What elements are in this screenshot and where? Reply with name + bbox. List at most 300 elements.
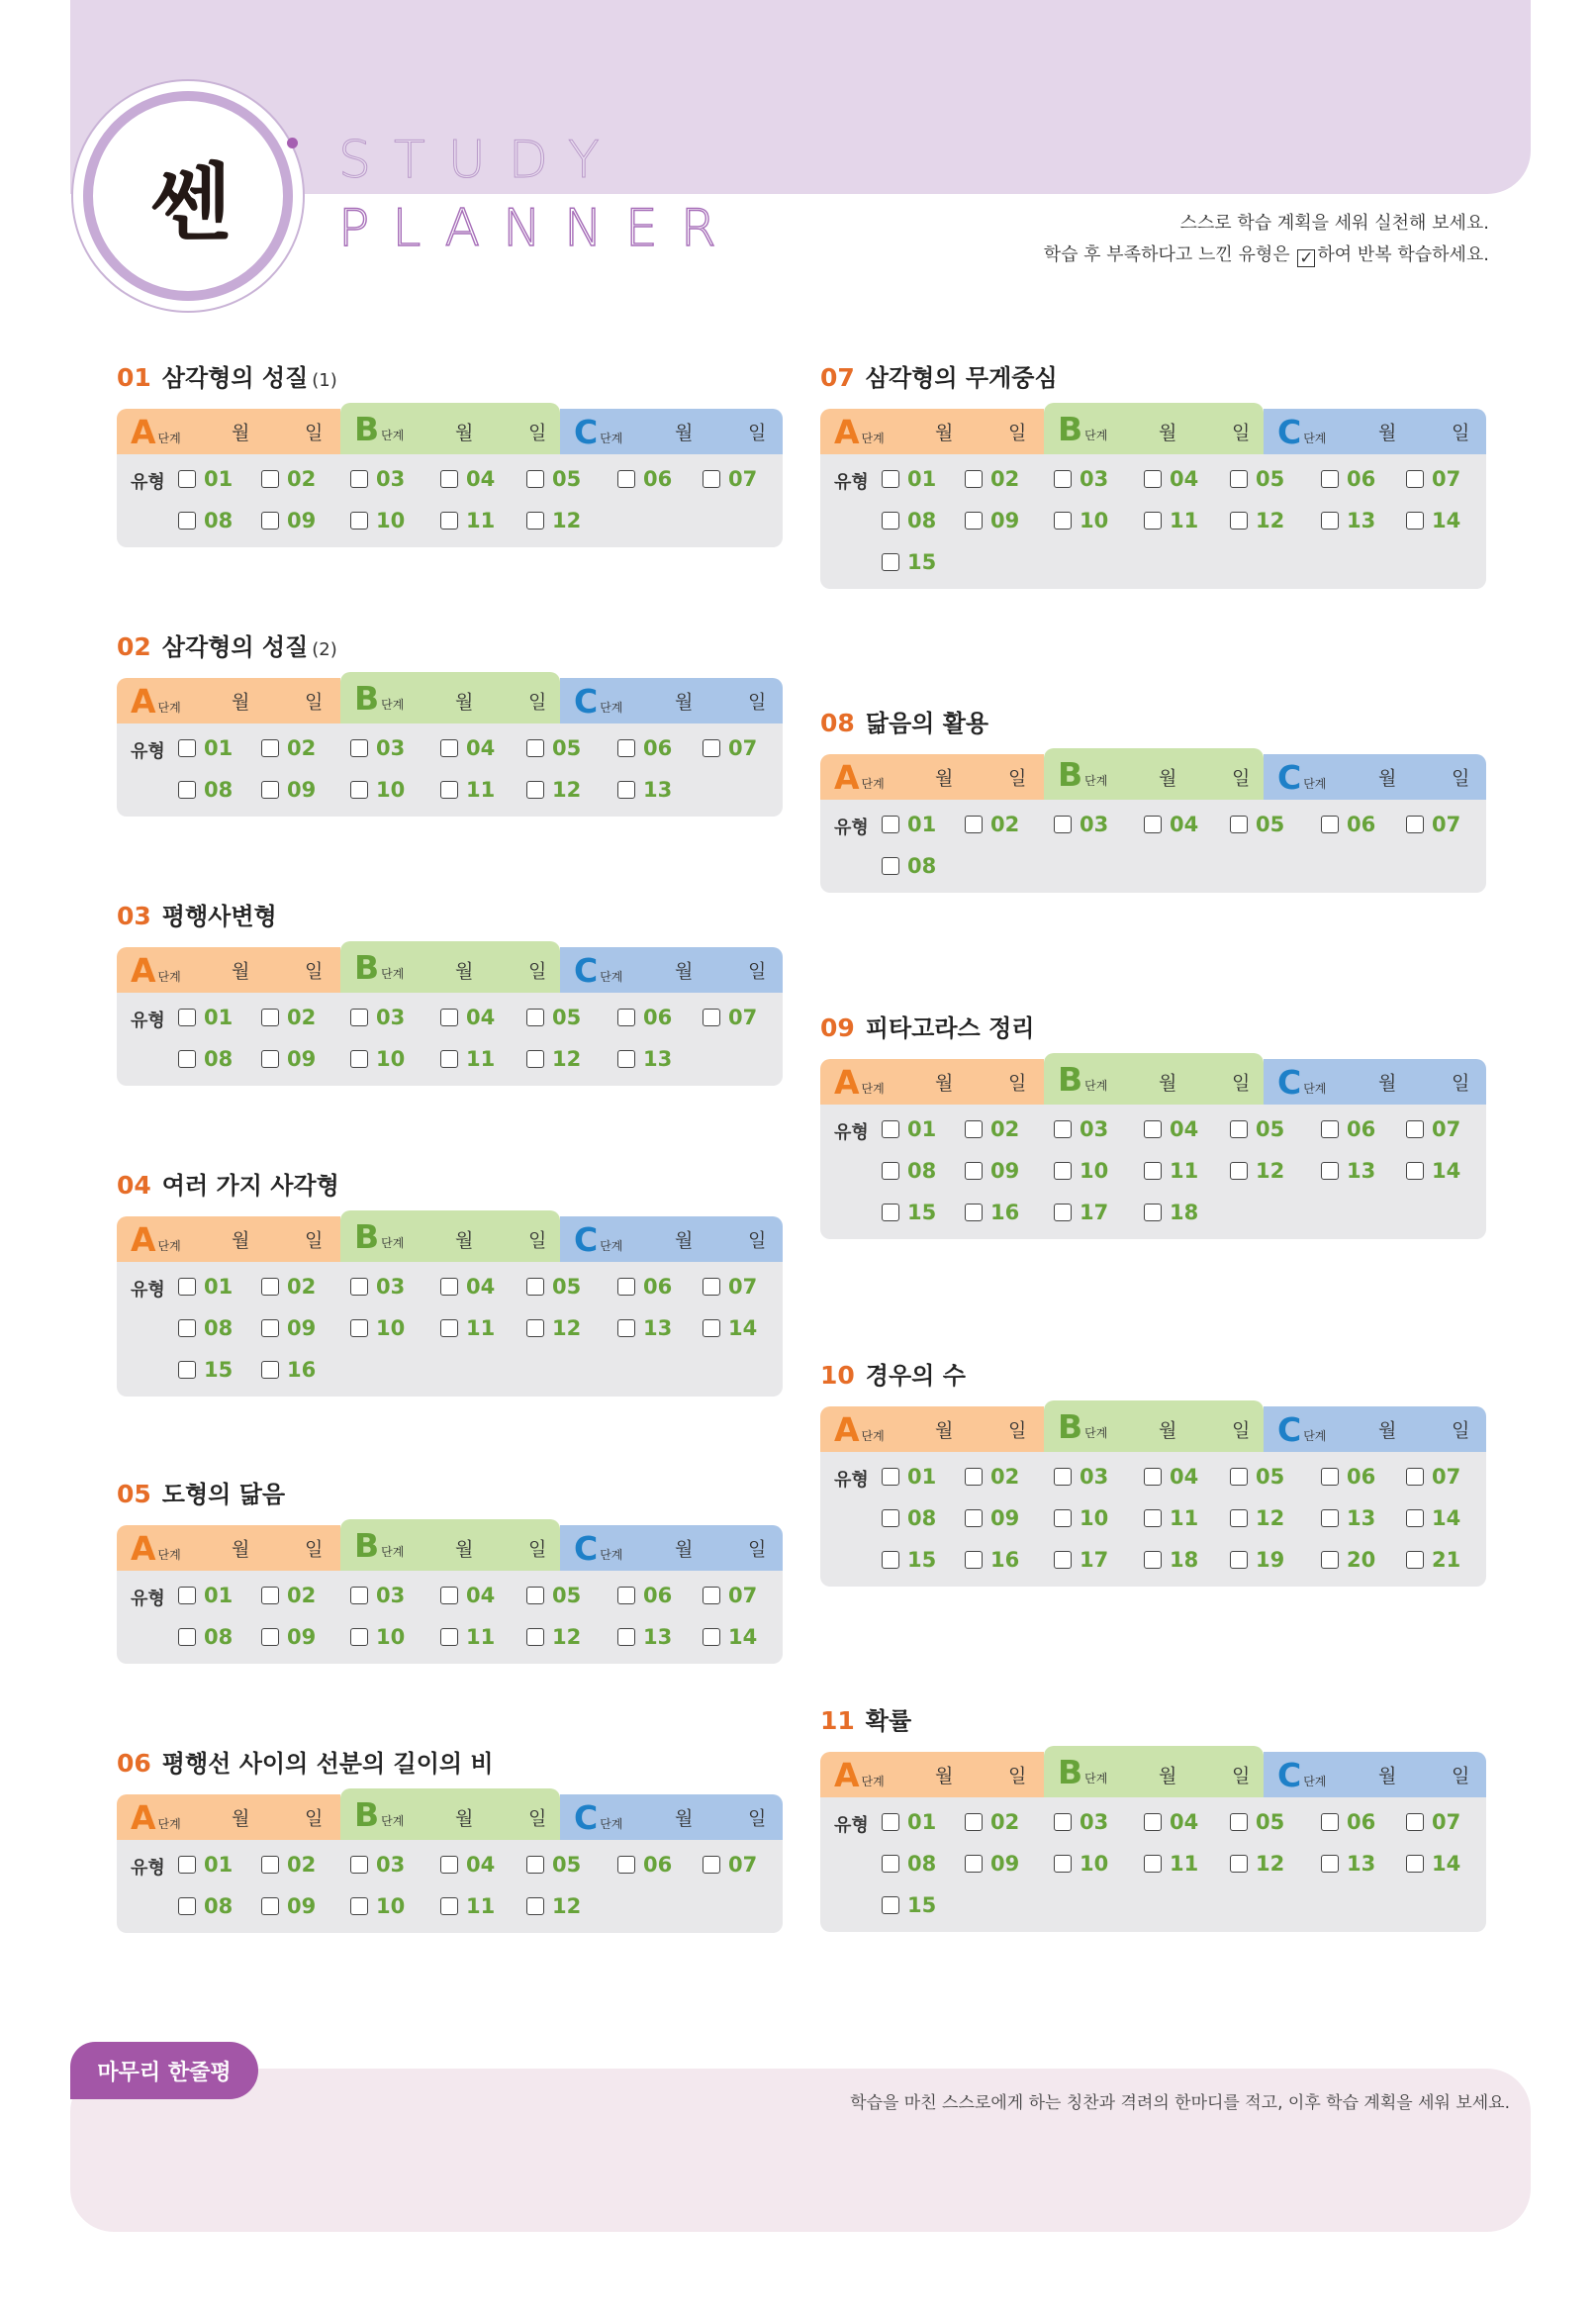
type-item[interactable] <box>178 1620 261 1654</box>
type-checkbox[interactable] <box>261 1278 279 1296</box>
type-checkbox[interactable] <box>178 1009 196 1026</box>
type-checkbox[interactable] <box>1230 1813 1248 1831</box>
type-checkbox[interactable] <box>965 512 983 530</box>
type-item[interactable] <box>1144 1543 1230 1577</box>
type-checkbox[interactable] <box>965 1855 983 1873</box>
type-item[interactable] <box>1406 1154 1485 1188</box>
type-item[interactable] <box>1230 1543 1321 1577</box>
type-checkbox[interactable] <box>526 1628 544 1646</box>
type-checkbox[interactable] <box>882 1551 899 1569</box>
type-checkbox[interactable] <box>1406 1468 1424 1486</box>
type-item[interactable] <box>882 1805 965 1839</box>
type-item[interactable] <box>1144 1501 1230 1535</box>
day-field[interactable]: 일 <box>528 1538 547 1561</box>
type-checkbox[interactable] <box>440 1050 458 1068</box>
type-item[interactable] <box>617 1311 703 1345</box>
type-checkbox[interactable] <box>350 512 368 530</box>
type-item[interactable] <box>350 1270 440 1303</box>
type-checkbox[interactable] <box>178 1361 196 1379</box>
day-field[interactable]: 일 <box>528 691 547 714</box>
type-checkbox[interactable] <box>178 781 196 799</box>
type-item[interactable] <box>882 1196 965 1229</box>
type-checkbox[interactable] <box>1321 816 1339 833</box>
type-item[interactable] <box>350 1311 440 1345</box>
type-checkbox[interactable] <box>261 1361 279 1379</box>
type-checkbox[interactable] <box>965 470 983 488</box>
type-checkbox[interactable] <box>882 816 899 833</box>
day-field[interactable]: 일 <box>528 422 547 444</box>
type-item[interactable] <box>1406 1112 1485 1146</box>
type-item[interactable] <box>178 1311 261 1345</box>
type-checkbox[interactable] <box>261 470 279 488</box>
type-item[interactable] <box>703 1270 782 1303</box>
type-item[interactable] <box>350 731 440 765</box>
type-checkbox[interactable] <box>440 739 458 757</box>
type-item[interactable] <box>1321 1543 1406 1577</box>
month-field[interactable]: 월 <box>232 1229 250 1252</box>
type-item[interactable] <box>617 773 703 807</box>
type-checkbox[interactable] <box>882 1120 899 1138</box>
type-checkbox[interactable] <box>350 1897 368 1915</box>
type-item[interactable] <box>1144 1805 1230 1839</box>
type-checkbox[interactable] <box>526 781 544 799</box>
type-checkbox[interactable] <box>617 1628 635 1646</box>
type-item[interactable] <box>617 1270 703 1303</box>
type-checkbox[interactable] <box>440 1856 458 1874</box>
type-item[interactable] <box>526 1001 617 1034</box>
type-item[interactable] <box>1054 1460 1144 1494</box>
type-item[interactable] <box>1230 808 1321 841</box>
type-checkbox[interactable] <box>617 739 635 757</box>
day-field[interactable]: 일 <box>305 1807 324 1830</box>
type-item[interactable] <box>882 849 965 883</box>
type-item[interactable] <box>261 1579 350 1612</box>
type-checkbox[interactable] <box>178 1628 196 1646</box>
type-item[interactable] <box>1406 1501 1485 1535</box>
type-checkbox[interactable] <box>882 512 899 530</box>
type-item[interactable] <box>1144 1460 1230 1494</box>
type-item[interactable] <box>178 1353 261 1387</box>
type-checkbox[interactable] <box>261 1897 279 1915</box>
type-checkbox[interactable] <box>882 470 899 488</box>
type-checkbox[interactable] <box>965 1162 983 1180</box>
type-checkbox[interactable] <box>1054 816 1072 833</box>
type-item[interactable] <box>882 545 965 579</box>
type-item[interactable] <box>1406 1847 1485 1880</box>
type-checkbox[interactable] <box>526 1319 544 1337</box>
type-item[interactable] <box>1144 462 1230 496</box>
type-item[interactable] <box>526 1620 617 1654</box>
type-item[interactable] <box>617 731 703 765</box>
type-checkbox[interactable] <box>526 1278 544 1296</box>
type-item[interactable] <box>526 1311 617 1345</box>
type-checkbox[interactable] <box>703 1856 720 1874</box>
month-field[interactable]: 월 <box>675 691 694 714</box>
type-item[interactable] <box>526 773 617 807</box>
type-item[interactable] <box>440 1042 526 1076</box>
month-field[interactable]: 월 <box>675 1229 694 1252</box>
day-field[interactable]: 일 <box>748 1807 767 1830</box>
day-field[interactable]: 일 <box>748 1229 767 1252</box>
type-item[interactable] <box>1144 1154 1230 1188</box>
day-field[interactable]: 일 <box>1452 422 1470 444</box>
type-item[interactable] <box>965 1196 1054 1229</box>
day-field[interactable]: 일 <box>748 422 767 444</box>
type-item[interactable] <box>350 773 440 807</box>
type-item[interactable] <box>261 1270 350 1303</box>
type-item[interactable] <box>1406 1460 1485 1494</box>
type-item[interactable] <box>882 462 965 496</box>
type-item[interactable] <box>1321 808 1406 841</box>
type-checkbox[interactable] <box>965 1468 983 1486</box>
type-item[interactable] <box>350 462 440 496</box>
type-item[interactable] <box>1054 1112 1144 1146</box>
type-checkbox[interactable] <box>1321 1813 1339 1831</box>
type-item[interactable] <box>261 1001 350 1034</box>
type-item[interactable] <box>350 1848 440 1881</box>
type-checkbox[interactable] <box>526 1856 544 1874</box>
type-item[interactable] <box>350 1889 440 1923</box>
type-item[interactable] <box>1144 504 1230 537</box>
type-checkbox[interactable] <box>1321 1468 1339 1486</box>
type-item[interactable] <box>440 1620 526 1654</box>
type-item[interactable] <box>261 1620 350 1654</box>
day-field[interactable]: 일 <box>1008 1419 1027 1442</box>
type-checkbox[interactable] <box>526 1897 544 1915</box>
type-item[interactable] <box>882 1847 965 1880</box>
type-checkbox[interactable] <box>261 512 279 530</box>
type-item[interactable] <box>703 731 782 765</box>
type-checkbox[interactable] <box>526 1050 544 1068</box>
type-checkbox[interactable] <box>350 1050 368 1068</box>
type-checkbox[interactable] <box>1144 1162 1162 1180</box>
type-checkbox[interactable] <box>1321 1509 1339 1527</box>
month-field[interactable]: 월 <box>1159 422 1177 444</box>
type-item[interactable] <box>703 1848 782 1881</box>
month-field[interactable]: 월 <box>1378 1419 1397 1442</box>
type-checkbox[interactable] <box>261 1587 279 1604</box>
type-checkbox[interactable] <box>1144 1120 1162 1138</box>
type-checkbox[interactable] <box>1230 470 1248 488</box>
month-field[interactable]: 월 <box>232 1538 250 1561</box>
type-checkbox[interactable] <box>350 1628 368 1646</box>
type-item[interactable] <box>178 1042 261 1076</box>
day-field[interactable]: 일 <box>748 691 767 714</box>
month-field[interactable]: 월 <box>1159 1072 1177 1095</box>
type-item[interactable] <box>178 1889 261 1923</box>
type-item[interactable] <box>617 1848 703 1881</box>
type-checkbox[interactable] <box>1054 1855 1072 1873</box>
type-item[interactable] <box>440 1579 526 1612</box>
type-checkbox[interactable] <box>1054 1813 1072 1831</box>
type-item[interactable] <box>526 504 617 537</box>
type-item[interactable] <box>965 1460 1054 1494</box>
type-checkbox[interactable] <box>440 1897 458 1915</box>
type-checkbox[interactable] <box>1406 1813 1424 1831</box>
type-item[interactable] <box>1054 1501 1144 1535</box>
type-checkbox[interactable] <box>1144 1855 1162 1873</box>
type-item[interactable] <box>1406 1543 1485 1577</box>
month-field[interactable]: 월 <box>455 691 474 714</box>
type-item[interactable] <box>1230 504 1321 537</box>
day-field[interactable]: 일 <box>1232 422 1251 444</box>
day-field[interactable]: 일 <box>748 1538 767 1561</box>
type-checkbox[interactable] <box>178 1050 196 1068</box>
type-checkbox[interactable] <box>1054 1120 1072 1138</box>
type-checkbox[interactable] <box>178 739 196 757</box>
type-item[interactable] <box>526 1848 617 1881</box>
type-item[interactable] <box>440 1001 526 1034</box>
type-item[interactable] <box>882 504 965 537</box>
type-checkbox[interactable] <box>965 1204 983 1221</box>
type-checkbox[interactable] <box>1406 1551 1424 1569</box>
type-checkbox[interactable] <box>1406 470 1424 488</box>
type-item[interactable] <box>1230 462 1321 496</box>
type-checkbox[interactable] <box>1144 1509 1162 1527</box>
type-checkbox[interactable] <box>440 1009 458 1026</box>
month-field[interactable]: 월 <box>455 1229 474 1252</box>
month-field[interactable]: 월 <box>232 1807 250 1830</box>
type-checkbox[interactable] <box>703 1278 720 1296</box>
type-checkbox[interactable] <box>1144 470 1162 488</box>
type-checkbox[interactable] <box>178 512 196 530</box>
month-field[interactable]: 월 <box>675 1807 694 1830</box>
type-checkbox[interactable] <box>703 1319 720 1337</box>
type-checkbox[interactable] <box>178 1587 196 1604</box>
type-item[interactable] <box>350 1579 440 1612</box>
type-item[interactable] <box>1230 1847 1321 1880</box>
type-checkbox[interactable] <box>1230 1468 1248 1486</box>
type-checkbox[interactable] <box>1054 1551 1072 1569</box>
type-item[interactable] <box>440 1311 526 1345</box>
type-item[interactable] <box>178 731 261 765</box>
type-item[interactable] <box>703 462 782 496</box>
month-field[interactable]: 월 <box>232 422 250 444</box>
type-item[interactable] <box>440 1270 526 1303</box>
type-checkbox[interactable] <box>1230 512 1248 530</box>
day-field[interactable]: 일 <box>1452 767 1470 790</box>
type-checkbox[interactable] <box>1054 470 1072 488</box>
day-field[interactable]: 일 <box>305 960 324 983</box>
type-item[interactable] <box>1054 1543 1144 1577</box>
type-checkbox[interactable] <box>1406 816 1424 833</box>
day-field[interactable]: 일 <box>305 1538 324 1561</box>
type-item[interactable] <box>882 1501 965 1535</box>
type-checkbox[interactable] <box>440 512 458 530</box>
type-item[interactable] <box>440 504 526 537</box>
type-checkbox[interactable] <box>350 1009 368 1026</box>
type-checkbox[interactable] <box>1230 1509 1248 1527</box>
type-checkbox[interactable] <box>1321 1551 1339 1569</box>
type-item[interactable] <box>526 1579 617 1612</box>
type-item[interactable] <box>1406 504 1485 537</box>
month-field[interactable]: 월 <box>935 1419 954 1442</box>
type-checkbox[interactable] <box>1406 1509 1424 1527</box>
type-checkbox[interactable] <box>1230 1120 1248 1138</box>
type-item[interactable] <box>703 1579 782 1612</box>
type-checkbox[interactable] <box>261 1856 279 1874</box>
type-checkbox[interactable] <box>1144 512 1162 530</box>
type-checkbox[interactable] <box>703 470 720 488</box>
type-checkbox[interactable] <box>1144 1551 1162 1569</box>
month-field[interactable]: 월 <box>935 422 954 444</box>
month-field[interactable]: 월 <box>675 960 694 983</box>
day-field[interactable]: 일 <box>528 1807 547 1830</box>
day-field[interactable]: 일 <box>1008 767 1027 790</box>
type-checkbox[interactable] <box>617 1278 635 1296</box>
type-item[interactable] <box>965 462 1054 496</box>
type-item[interactable] <box>1230 1154 1321 1188</box>
type-item[interactable] <box>1144 1196 1230 1229</box>
type-item[interactable] <box>440 731 526 765</box>
type-checkbox[interactable] <box>440 1319 458 1337</box>
type-checkbox[interactable] <box>178 1856 196 1874</box>
type-item[interactable] <box>261 1889 350 1923</box>
type-item[interactable] <box>1321 1154 1406 1188</box>
type-item[interactable] <box>178 504 261 537</box>
type-checkbox[interactable] <box>350 1856 368 1874</box>
type-checkbox[interactable] <box>1144 1204 1162 1221</box>
month-field[interactable]: 월 <box>455 1807 474 1830</box>
type-item[interactable] <box>1321 462 1406 496</box>
day-field[interactable]: 일 <box>1232 1765 1251 1787</box>
type-item[interactable] <box>261 462 350 496</box>
type-checkbox[interactable] <box>261 1050 279 1068</box>
month-field[interactable]: 월 <box>1378 1765 1397 1787</box>
type-item[interactable] <box>1230 1501 1321 1535</box>
type-checkbox[interactable] <box>178 1278 196 1296</box>
type-checkbox[interactable] <box>882 1162 899 1180</box>
type-checkbox[interactable] <box>1054 1204 1072 1221</box>
type-checkbox[interactable] <box>261 1628 279 1646</box>
type-checkbox[interactable] <box>526 739 544 757</box>
type-item[interactable] <box>965 1847 1054 1880</box>
type-item[interactable] <box>965 1112 1054 1146</box>
type-item[interactable] <box>1321 1501 1406 1535</box>
type-checkbox[interactable] <box>350 1587 368 1604</box>
type-item[interactable] <box>1406 808 1485 841</box>
month-field[interactable]: 월 <box>1159 1419 1177 1442</box>
type-item[interactable] <box>261 731 350 765</box>
type-checkbox[interactable] <box>261 781 279 799</box>
day-field[interactable]: 일 <box>1232 767 1251 790</box>
type-item[interactable] <box>350 504 440 537</box>
type-checkbox[interactable] <box>440 1587 458 1604</box>
type-item[interactable] <box>261 1311 350 1345</box>
day-field[interactable]: 일 <box>1008 1072 1027 1095</box>
type-checkbox[interactable] <box>882 1896 899 1914</box>
month-field[interactable]: 월 <box>1378 1072 1397 1095</box>
type-item[interactable] <box>1321 1460 1406 1494</box>
type-item[interactable] <box>1054 1805 1144 1839</box>
type-checkbox[interactable] <box>882 553 899 571</box>
month-field[interactable]: 월 <box>1378 422 1397 444</box>
type-item[interactable] <box>1054 1154 1144 1188</box>
type-item[interactable] <box>526 731 617 765</box>
type-checkbox[interactable] <box>1144 816 1162 833</box>
type-checkbox[interactable] <box>965 1120 983 1138</box>
type-item[interactable] <box>965 1501 1054 1535</box>
type-item[interactable] <box>350 1042 440 1076</box>
type-item[interactable] <box>350 1001 440 1034</box>
type-item[interactable] <box>965 1154 1054 1188</box>
month-field[interactable]: 월 <box>1378 767 1397 790</box>
type-item[interactable] <box>526 1270 617 1303</box>
day-field[interactable]: 일 <box>1452 1419 1470 1442</box>
type-item[interactable] <box>261 1848 350 1881</box>
type-item[interactable] <box>1230 1112 1321 1146</box>
type-item[interactable] <box>1144 1847 1230 1880</box>
type-item[interactable] <box>1054 462 1144 496</box>
type-checkbox[interactable] <box>882 1204 899 1221</box>
type-item[interactable] <box>1321 504 1406 537</box>
day-field[interactable]: 일 <box>748 960 767 983</box>
day-field[interactable]: 일 <box>305 691 324 714</box>
type-checkbox[interactable] <box>703 1009 720 1026</box>
type-checkbox[interactable] <box>1321 1162 1339 1180</box>
type-checkbox[interactable] <box>1406 1162 1424 1180</box>
type-item[interactable] <box>178 1579 261 1612</box>
type-checkbox[interactable] <box>440 1628 458 1646</box>
type-checkbox[interactable] <box>261 1319 279 1337</box>
type-item[interactable] <box>261 1353 350 1387</box>
type-checkbox[interactable] <box>617 1009 635 1026</box>
day-field[interactable]: 일 <box>1008 422 1027 444</box>
month-field[interactable]: 월 <box>675 1538 694 1561</box>
type-item[interactable] <box>617 1042 703 1076</box>
type-checkbox[interactable] <box>617 1587 635 1604</box>
type-item[interactable] <box>965 1805 1054 1839</box>
type-item[interactable] <box>440 773 526 807</box>
day-field[interactable]: 일 <box>1452 1072 1470 1095</box>
type-item[interactable] <box>350 1620 440 1654</box>
day-field[interactable]: 일 <box>1232 1419 1251 1442</box>
type-checkbox[interactable] <box>178 470 196 488</box>
type-checkbox[interactable] <box>350 470 368 488</box>
day-field[interactable]: 일 <box>1008 1765 1027 1787</box>
type-item[interactable] <box>1406 1805 1485 1839</box>
month-field[interactable]: 월 <box>455 960 474 983</box>
type-item[interactable] <box>1054 808 1144 841</box>
type-checkbox[interactable] <box>1321 470 1339 488</box>
type-checkbox[interactable] <box>440 1278 458 1296</box>
type-checkbox[interactable] <box>882 857 899 875</box>
type-item[interactable] <box>178 1848 261 1881</box>
type-checkbox[interactable] <box>1144 1813 1162 1831</box>
type-item[interactable] <box>261 1042 350 1076</box>
type-checkbox[interactable] <box>1406 1855 1424 1873</box>
type-item[interactable] <box>1054 1847 1144 1880</box>
month-field[interactable]: 월 <box>935 1765 954 1787</box>
type-item[interactable] <box>526 462 617 496</box>
day-field[interactable]: 일 <box>528 960 547 983</box>
type-checkbox[interactable] <box>1054 1468 1072 1486</box>
type-checkbox[interactable] <box>1230 1855 1248 1873</box>
type-item[interactable] <box>1230 1460 1321 1494</box>
type-item[interactable] <box>178 1270 261 1303</box>
type-checkbox[interactable] <box>350 1278 368 1296</box>
day-field[interactable]: 일 <box>1232 1072 1251 1095</box>
type-checkbox[interactable] <box>440 470 458 488</box>
type-checkbox[interactable] <box>526 470 544 488</box>
month-field[interactable]: 월 <box>1159 767 1177 790</box>
type-checkbox[interactable] <box>965 1509 983 1527</box>
day-field[interactable]: 일 <box>1452 1765 1470 1787</box>
type-checkbox[interactable] <box>1054 1162 1072 1180</box>
type-item[interactable] <box>1321 1805 1406 1839</box>
type-item[interactable] <box>440 462 526 496</box>
month-field[interactable]: 월 <box>232 960 250 983</box>
